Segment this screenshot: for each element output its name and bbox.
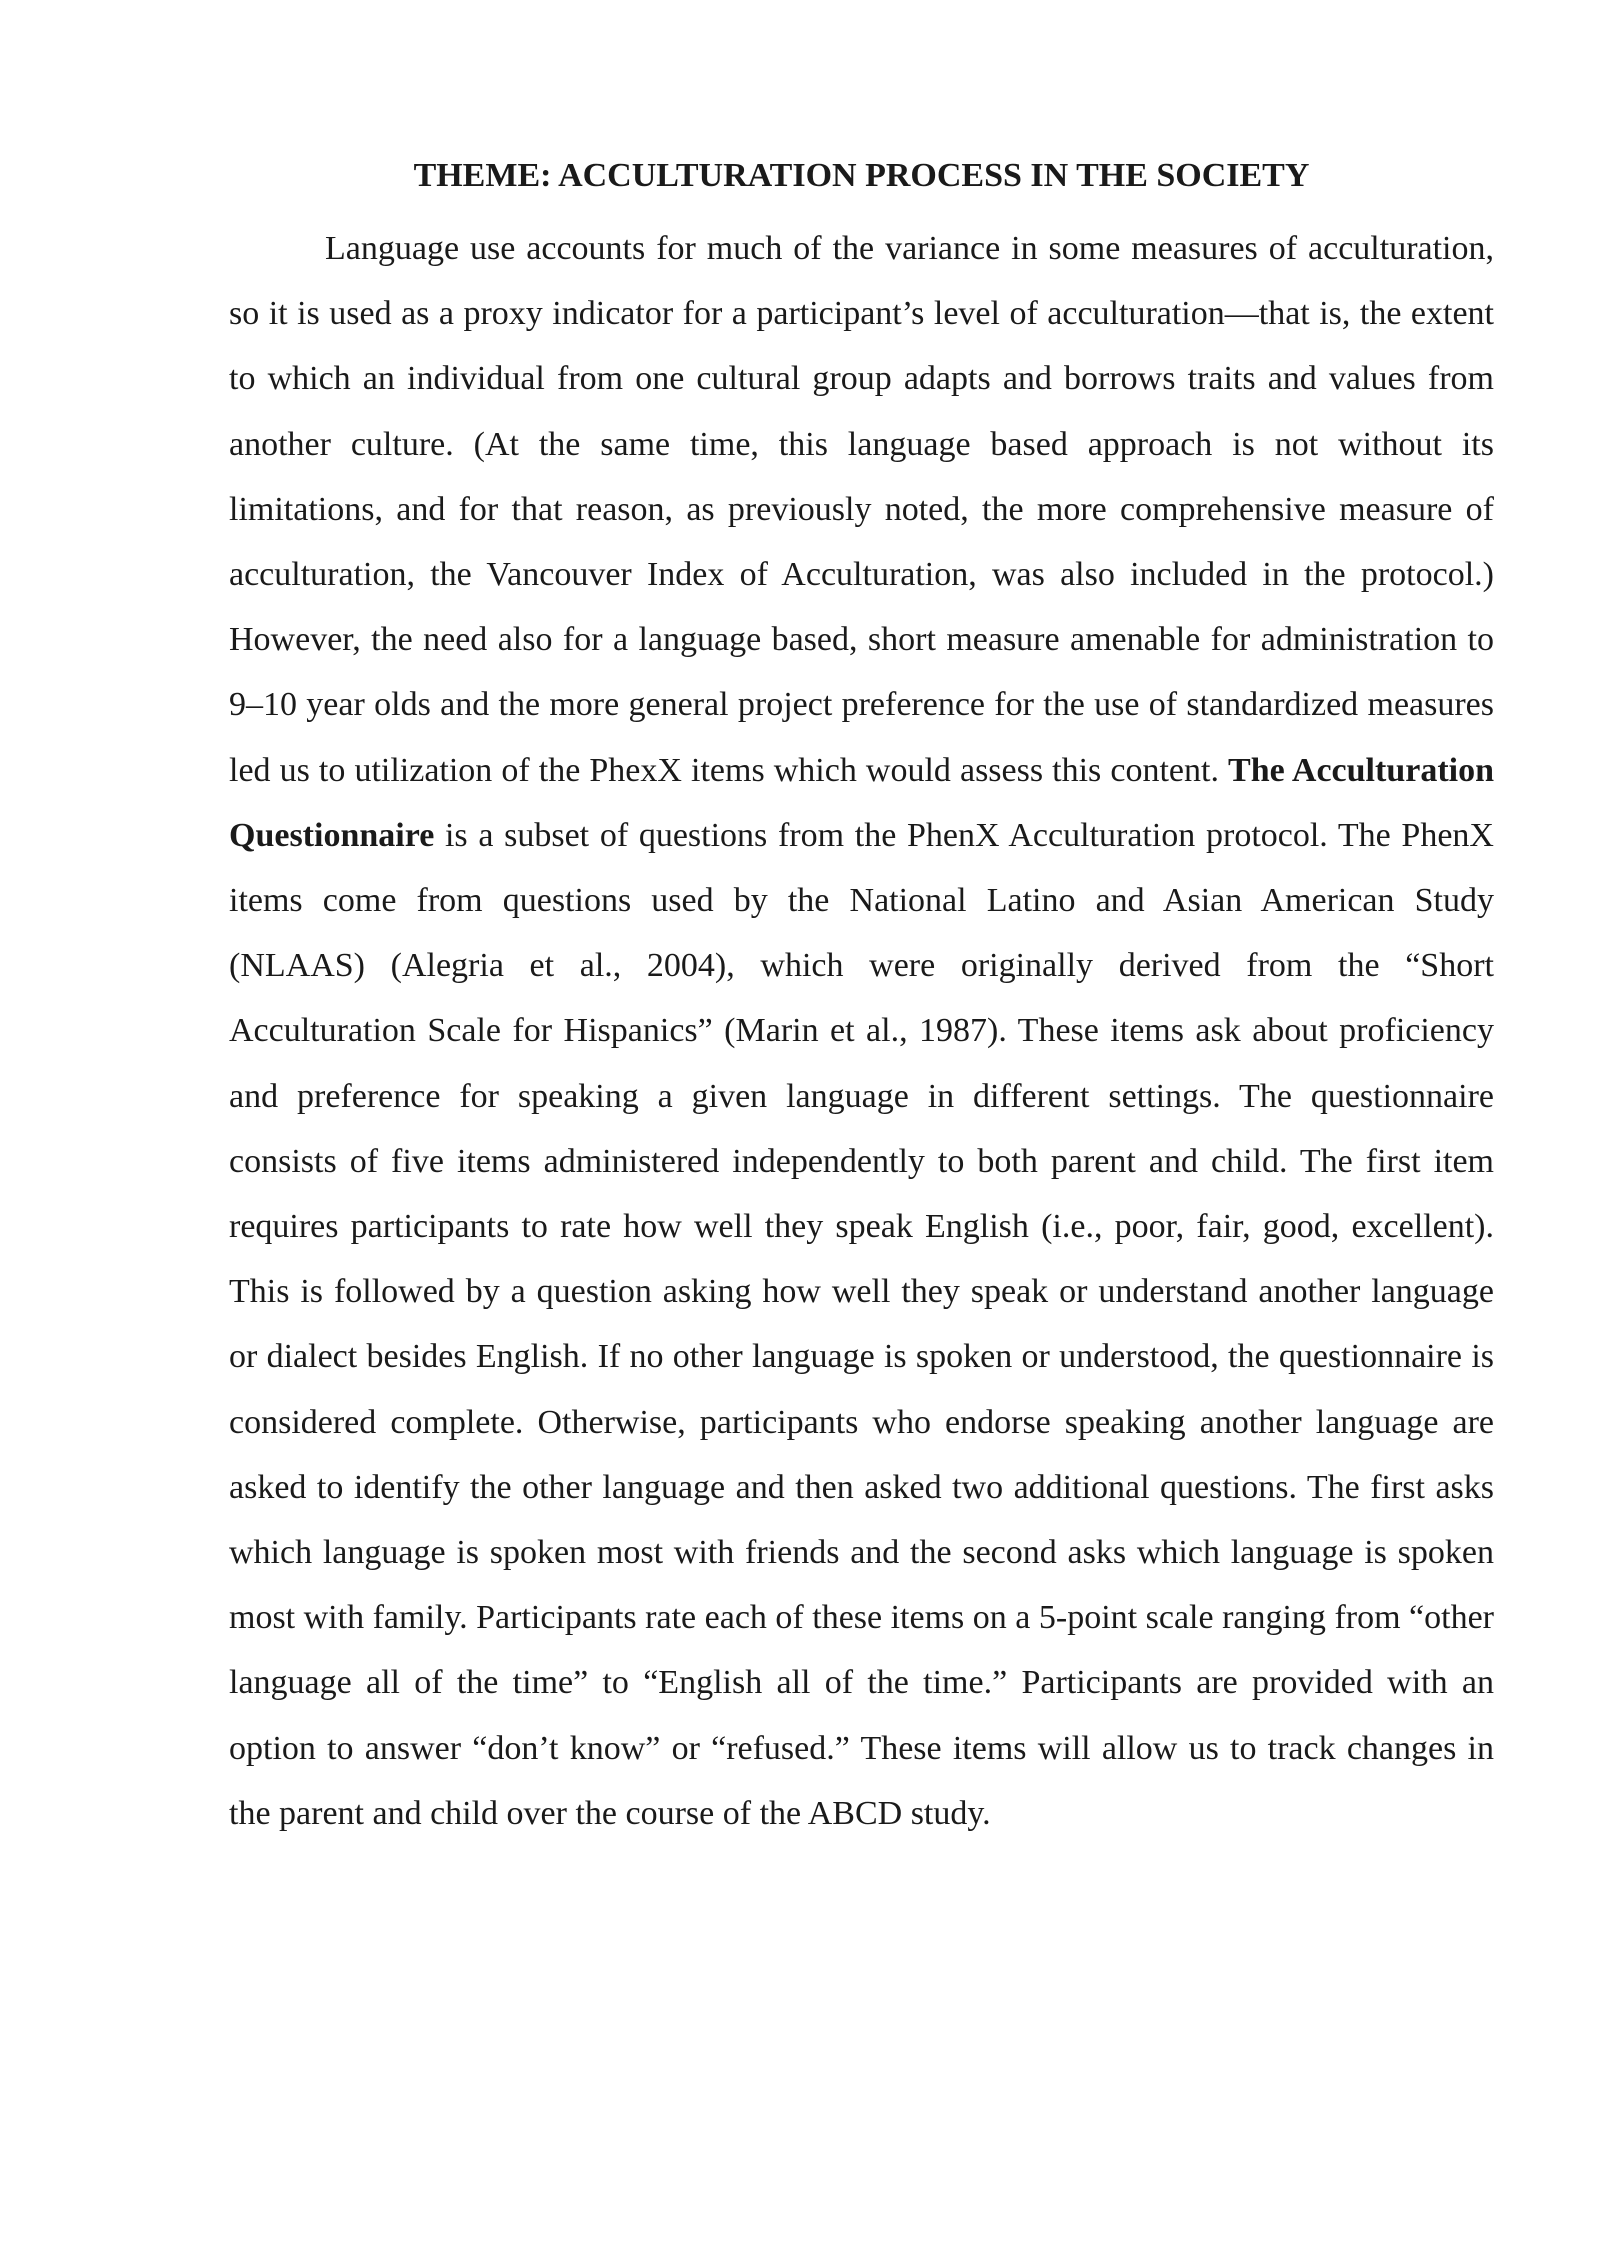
page-heading: THEME: ACCULTURATION PROCESS IN THE SOCIETY (413, 157, 1310, 194)
paragraph-text-part2: is a subset of questions from the PhenX Acculturation protocol. The PhenX items come from questions used by the National Latino and Asian American Study (NLAAS) (Alegria et al., 2004), which were originally derived from the “Short Acculturation Scale for Hispanics” (Marin et al., 1987). These items ask about proficiency and preference for speaking a given language in different settings. The questionnaire consists of five items administered independently to both parent and child. The first item requires participants to rate how well they speak English (i.e., poor, fair, good, excellent). This is followed by a question asking how well they speak or understand another language or dialect besides English. If no other language is spoken or understood, the questionnaire is considered complete. Otherwise, participants who endorse speaking another language are asked to identify the other language and then asked two additional questions. The first asks which language is spoken most with friends and the second asks which language is spoken most with family. Participants rate each of these items on a 5-point scale ranging from “other language all of the time” to “English all of the time.” Participants are provided with an option to answer “don’t know” or “refused.” These items will allow us to track changes in the parent and child over the course of the ABCD study. (229, 816, 1494, 1832)
body-paragraph (229, 216, 1494, 1846)
paragraph-text-part1: Language use accounts for much of the variance in some measures of acculturation, so it is used as a proxy indicator for a participant’s level of acculturation—that is, the extent to which an individual from one cultural group adapts and borrows traits and values from another culture. (At the same time, this language based approach is not without its limitations, and for that reason, as previously noted, the more comprehensive measure of acculturation, the Vancouver Index of Acculturation, was also included in the protocol.) However, the need also for a language based, short measure amenable for administration to 9–10 year olds and the more general project preference for the use of standardized measures led us to utilization of the PhexX items which would assess this content. (229, 230, 1494, 789)
bold-term: The Acculturation Questionnaire (229, 751, 1494, 854)
